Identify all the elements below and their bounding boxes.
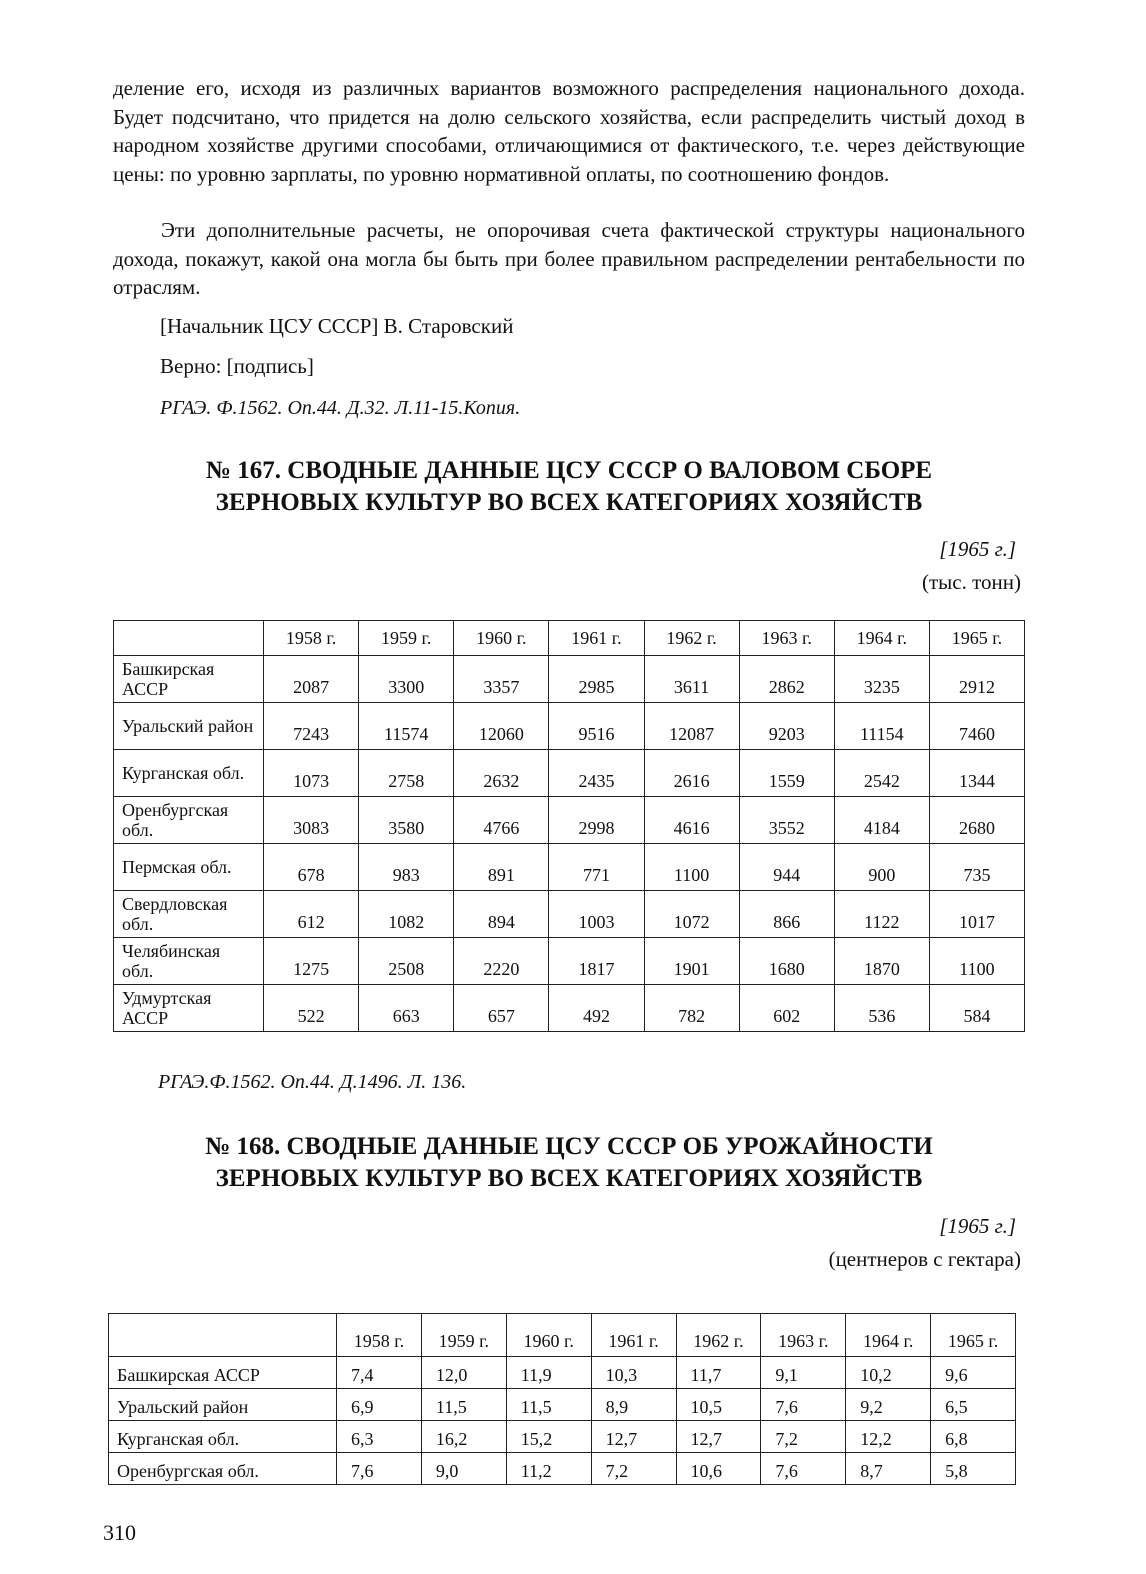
value-cell: 7,6 bbox=[761, 1453, 846, 1485]
value-cell: 11,5 bbox=[421, 1389, 506, 1421]
signature: [Начальник ЦСУ СССР] В. Старовский bbox=[160, 314, 514, 338]
value-cell: 1275 bbox=[264, 938, 359, 985]
region-name bbox=[114, 703, 264, 750]
value-cell: 11574 bbox=[359, 703, 454, 750]
region-name: Курганская обл. bbox=[109, 1421, 337, 1453]
value-cell: 2616 bbox=[644, 750, 739, 797]
value-cell: 894 bbox=[454, 891, 549, 938]
value-cell: 12,0 bbox=[421, 1357, 506, 1389]
year-header: 1962 г. bbox=[676, 1314, 761, 1357]
year-header: 1960 г. bbox=[454, 621, 549, 656]
region-name-line-2: АССР bbox=[122, 1008, 169, 1028]
table-row bbox=[114, 985, 1025, 1032]
value-cell: 16,2 bbox=[421, 1421, 506, 1453]
value-cell: 2998 bbox=[549, 797, 644, 844]
region-name bbox=[114, 750, 264, 797]
value-cell: 15,2 bbox=[506, 1421, 591, 1453]
value-cell: 944 bbox=[739, 844, 834, 891]
value-cell: 6,8 bbox=[931, 1421, 1016, 1453]
value-cell: 866 bbox=[739, 891, 834, 938]
value-cell: 782 bbox=[644, 985, 739, 1032]
grain-yield-table bbox=[108, 1313, 1016, 1485]
paragraph-2: Эти дополнительные расчеты, не опорочивая счета фактической структуры национального дохода, покажут, какой она могла бы быть при более правильном распределении рентабельности по отраслям. bbox=[113, 218, 1025, 299]
region-name-line-1: Челябинская bbox=[122, 941, 221, 961]
value-cell: 3300 bbox=[359, 656, 454, 703]
table-row bbox=[109, 1357, 1016, 1389]
table-row bbox=[109, 1453, 1016, 1485]
value-cell: 891 bbox=[454, 844, 549, 891]
value-cell: 11,7 bbox=[676, 1357, 761, 1389]
value-cell: 2680 bbox=[929, 797, 1024, 844]
value-cell: 7,4 bbox=[337, 1357, 422, 1389]
value-cell: 2632 bbox=[454, 750, 549, 797]
value-cell: 10,2 bbox=[846, 1357, 931, 1389]
value-cell: 7460 bbox=[929, 703, 1024, 750]
table-row bbox=[114, 797, 1025, 844]
table-row bbox=[114, 703, 1025, 750]
year-header: 1959 г. bbox=[359, 621, 454, 656]
value-cell: 3357 bbox=[454, 656, 549, 703]
region-name: Оренбургская обл. bbox=[109, 1453, 337, 1485]
year-header: 1964 г. bbox=[846, 1314, 931, 1357]
archive-source-1: РГАЭ. Ф.1562. Оп.44. Д.32. Л.11-15.Копия. bbox=[160, 397, 521, 419]
value-cell: 2508 bbox=[359, 938, 454, 985]
value-cell: 1870 bbox=[834, 938, 929, 985]
value-cell: 1082 bbox=[359, 891, 454, 938]
region-name-line-1: Пермская обл. bbox=[122, 857, 232, 877]
value-cell: 10,6 bbox=[676, 1453, 761, 1485]
year-header: 1965 г. bbox=[929, 621, 1024, 656]
header-corner bbox=[109, 1314, 337, 1357]
document-168-date: [1965 г.] bbox=[939, 1214, 1016, 1238]
value-cell: 2087 bbox=[264, 656, 359, 703]
region-name bbox=[114, 985, 264, 1032]
value-cell: 2220 bbox=[454, 938, 549, 985]
value-cell: 657 bbox=[454, 985, 549, 1032]
header-corner bbox=[114, 621, 264, 656]
year-header: 1958 г. bbox=[337, 1314, 422, 1357]
value-cell: 3552 bbox=[739, 797, 834, 844]
value-cell: 1901 bbox=[644, 938, 739, 985]
value-cell: 1817 bbox=[549, 938, 644, 985]
value-cell: 9,0 bbox=[421, 1453, 506, 1485]
document-168-title-line-2: ЗЕРНОВЫХ КУЛЬТУР ВО ВСЕХ КАТЕГОРИЯХ ХОЗЯЙСТВ bbox=[215, 1165, 923, 1192]
year-header: 1958 г. bbox=[264, 621, 359, 656]
value-cell: 1073 bbox=[264, 750, 359, 797]
table-row bbox=[114, 656, 1025, 703]
value-cell: 9,1 bbox=[761, 1357, 846, 1389]
region-name-line-1: Оренбургская bbox=[122, 800, 229, 820]
year-header: 1963 г. bbox=[739, 621, 834, 656]
value-cell: 2985 bbox=[549, 656, 644, 703]
document-168-title-line-1: № 168. СВОДНЫЕ ДАННЫЕ ЦСУ СССР ОБ УРОЖАЙНОСТИ bbox=[205, 1133, 933, 1160]
table-row bbox=[109, 1421, 1016, 1453]
value-cell: 11,5 bbox=[506, 1389, 591, 1421]
year-header: 1965 г. bbox=[931, 1314, 1016, 1357]
value-cell: 12,7 bbox=[591, 1421, 676, 1453]
value-cell: 4184 bbox=[834, 797, 929, 844]
value-cell: 612 bbox=[264, 891, 359, 938]
value-cell: 9,6 bbox=[931, 1357, 1016, 1389]
region-name bbox=[114, 656, 264, 703]
region-name: Уральский район bbox=[109, 1389, 337, 1421]
value-cell: 2912 bbox=[929, 656, 1024, 703]
value-cell: 6,5 bbox=[931, 1389, 1016, 1421]
grain-harvest-table bbox=[113, 620, 1025, 1032]
table-row bbox=[114, 750, 1025, 797]
value-cell: 663 bbox=[359, 985, 454, 1032]
value-cell: 10,5 bbox=[676, 1389, 761, 1421]
value-cell: 12,7 bbox=[676, 1421, 761, 1453]
table-row bbox=[114, 891, 1025, 938]
paragraph-1: деление его, исходя из различных вариантов возможного распределения национального дохода. Будет подсчитано, что придется на долю сельского хозяйства, если распределить чистый доход в народном хозяйстве другими способами, отличающимися от фактического, т.е. через действующие цены: по уровню зарплаты, по уровню нормативной оплаты, по соотношению фондов. bbox=[113, 76, 1025, 186]
value-cell: 12060 bbox=[454, 703, 549, 750]
value-cell: 4616 bbox=[644, 797, 739, 844]
value-cell: 771 bbox=[549, 844, 644, 891]
value-cell: 1017 bbox=[929, 891, 1024, 938]
table-row bbox=[109, 1389, 1016, 1421]
value-cell: 1122 bbox=[834, 891, 929, 938]
value-cell: 5,8 bbox=[931, 1453, 1016, 1485]
archive-source-2: РГАЭ.Ф.1562. Оп.44. Д.1496. Л. 136. bbox=[158, 1071, 467, 1093]
region-name bbox=[114, 797, 264, 844]
value-cell: 900 bbox=[834, 844, 929, 891]
page-number: 310 bbox=[103, 1520, 136, 1545]
value-cell: 12087 bbox=[644, 703, 739, 750]
value-cell: 492 bbox=[549, 985, 644, 1032]
table-header-row bbox=[109, 1314, 1016, 1357]
value-cell: 8,9 bbox=[591, 1389, 676, 1421]
verification-note: Верно: [подпись] bbox=[160, 354, 314, 378]
value-cell: 9203 bbox=[739, 703, 834, 750]
value-cell: 6,9 bbox=[337, 1389, 422, 1421]
value-cell: 584 bbox=[929, 985, 1024, 1032]
value-cell: 1559 bbox=[739, 750, 834, 797]
year-header: 1961 г. bbox=[549, 621, 644, 656]
value-cell: 2758 bbox=[359, 750, 454, 797]
region-name bbox=[114, 844, 264, 891]
document-168-title bbox=[113, 1131, 1025, 1195]
value-cell: 11154 bbox=[834, 703, 929, 750]
table-row bbox=[114, 938, 1025, 985]
value-cell: 11,9 bbox=[506, 1357, 591, 1389]
document-167-title bbox=[113, 455, 1025, 519]
value-cell: 3235 bbox=[834, 656, 929, 703]
year-header: 1964 г. bbox=[834, 621, 929, 656]
document-167-title-line-2: ЗЕРНОВЫХ КУЛЬТУР ВО ВСЕХ КАТЕГОРИЯХ ХОЗЯЙСТВ bbox=[215, 489, 923, 516]
year-header: 1960 г. bbox=[506, 1314, 591, 1357]
value-cell: 3083 bbox=[264, 797, 359, 844]
value-cell: 1100 bbox=[644, 844, 739, 891]
region-name-line-1: Башкирская bbox=[122, 659, 215, 679]
value-cell: 9,2 bbox=[846, 1389, 931, 1421]
year-header: 1961 г. bbox=[591, 1314, 676, 1357]
value-cell: 7,6 bbox=[337, 1453, 422, 1485]
document-168-unit: (центнеров с гектара) bbox=[828, 1247, 1021, 1271]
value-cell: 2862 bbox=[739, 656, 834, 703]
table-row bbox=[114, 844, 1025, 891]
year-header: 1959 г. bbox=[421, 1314, 506, 1357]
region-name: Башкирская АССР bbox=[109, 1357, 337, 1389]
year-header: 1963 г. bbox=[761, 1314, 846, 1357]
value-cell: 6,3 bbox=[337, 1421, 422, 1453]
value-cell: 1680 bbox=[739, 938, 834, 985]
value-cell: 983 bbox=[359, 844, 454, 891]
table-header-row bbox=[114, 621, 1025, 656]
region-name-line-2: обл. bbox=[122, 820, 154, 840]
value-cell: 735 bbox=[929, 844, 1024, 891]
value-cell: 3580 bbox=[359, 797, 454, 844]
value-cell: 9516 bbox=[549, 703, 644, 750]
value-cell: 2435 bbox=[549, 750, 644, 797]
region-name-line-1: Курганская обл. bbox=[122, 763, 245, 783]
document-167-unit: (тыс. тонн) bbox=[922, 570, 1021, 594]
document-167-date: [1965 г.] bbox=[939, 537, 1016, 561]
value-cell: 8,7 bbox=[846, 1453, 931, 1485]
value-cell: 536 bbox=[834, 985, 929, 1032]
value-cell: 7,6 bbox=[761, 1389, 846, 1421]
region-name bbox=[114, 891, 264, 938]
value-cell: 678 bbox=[264, 844, 359, 891]
region-name-line-1: Уральский район bbox=[122, 716, 254, 736]
value-cell: 7,2 bbox=[761, 1421, 846, 1453]
value-cell: 4766 bbox=[454, 797, 549, 844]
value-cell: 522 bbox=[264, 985, 359, 1032]
value-cell: 7,2 bbox=[591, 1453, 676, 1485]
value-cell: 10,3 bbox=[591, 1357, 676, 1389]
region-name-line-1: Свердловская bbox=[122, 894, 228, 914]
value-cell: 7243 bbox=[264, 703, 359, 750]
region-name-line-2: обл. bbox=[122, 961, 154, 981]
value-cell: 12,2 bbox=[846, 1421, 931, 1453]
value-cell: 1003 bbox=[549, 891, 644, 938]
value-cell: 1072 bbox=[644, 891, 739, 938]
value-cell: 602 bbox=[739, 985, 834, 1032]
year-header: 1962 г. bbox=[644, 621, 739, 656]
region-name-line-1: Удмуртская bbox=[122, 988, 212, 1008]
value-cell: 1100 bbox=[929, 938, 1024, 985]
document-167-title-line-1: № 167. СВОДНЫЕ ДАННЫЕ ЦСУ СССР О ВАЛОВОМ СБОРЕ bbox=[205, 457, 933, 484]
value-cell: 3611 bbox=[644, 656, 739, 703]
region-name bbox=[114, 938, 264, 985]
value-cell: 11,2 bbox=[506, 1453, 591, 1485]
value-cell: 1344 bbox=[929, 750, 1024, 797]
region-name-line-2: АССР bbox=[122, 679, 169, 699]
value-cell: 2542 bbox=[834, 750, 929, 797]
region-name-line-2: обл. bbox=[122, 914, 154, 934]
